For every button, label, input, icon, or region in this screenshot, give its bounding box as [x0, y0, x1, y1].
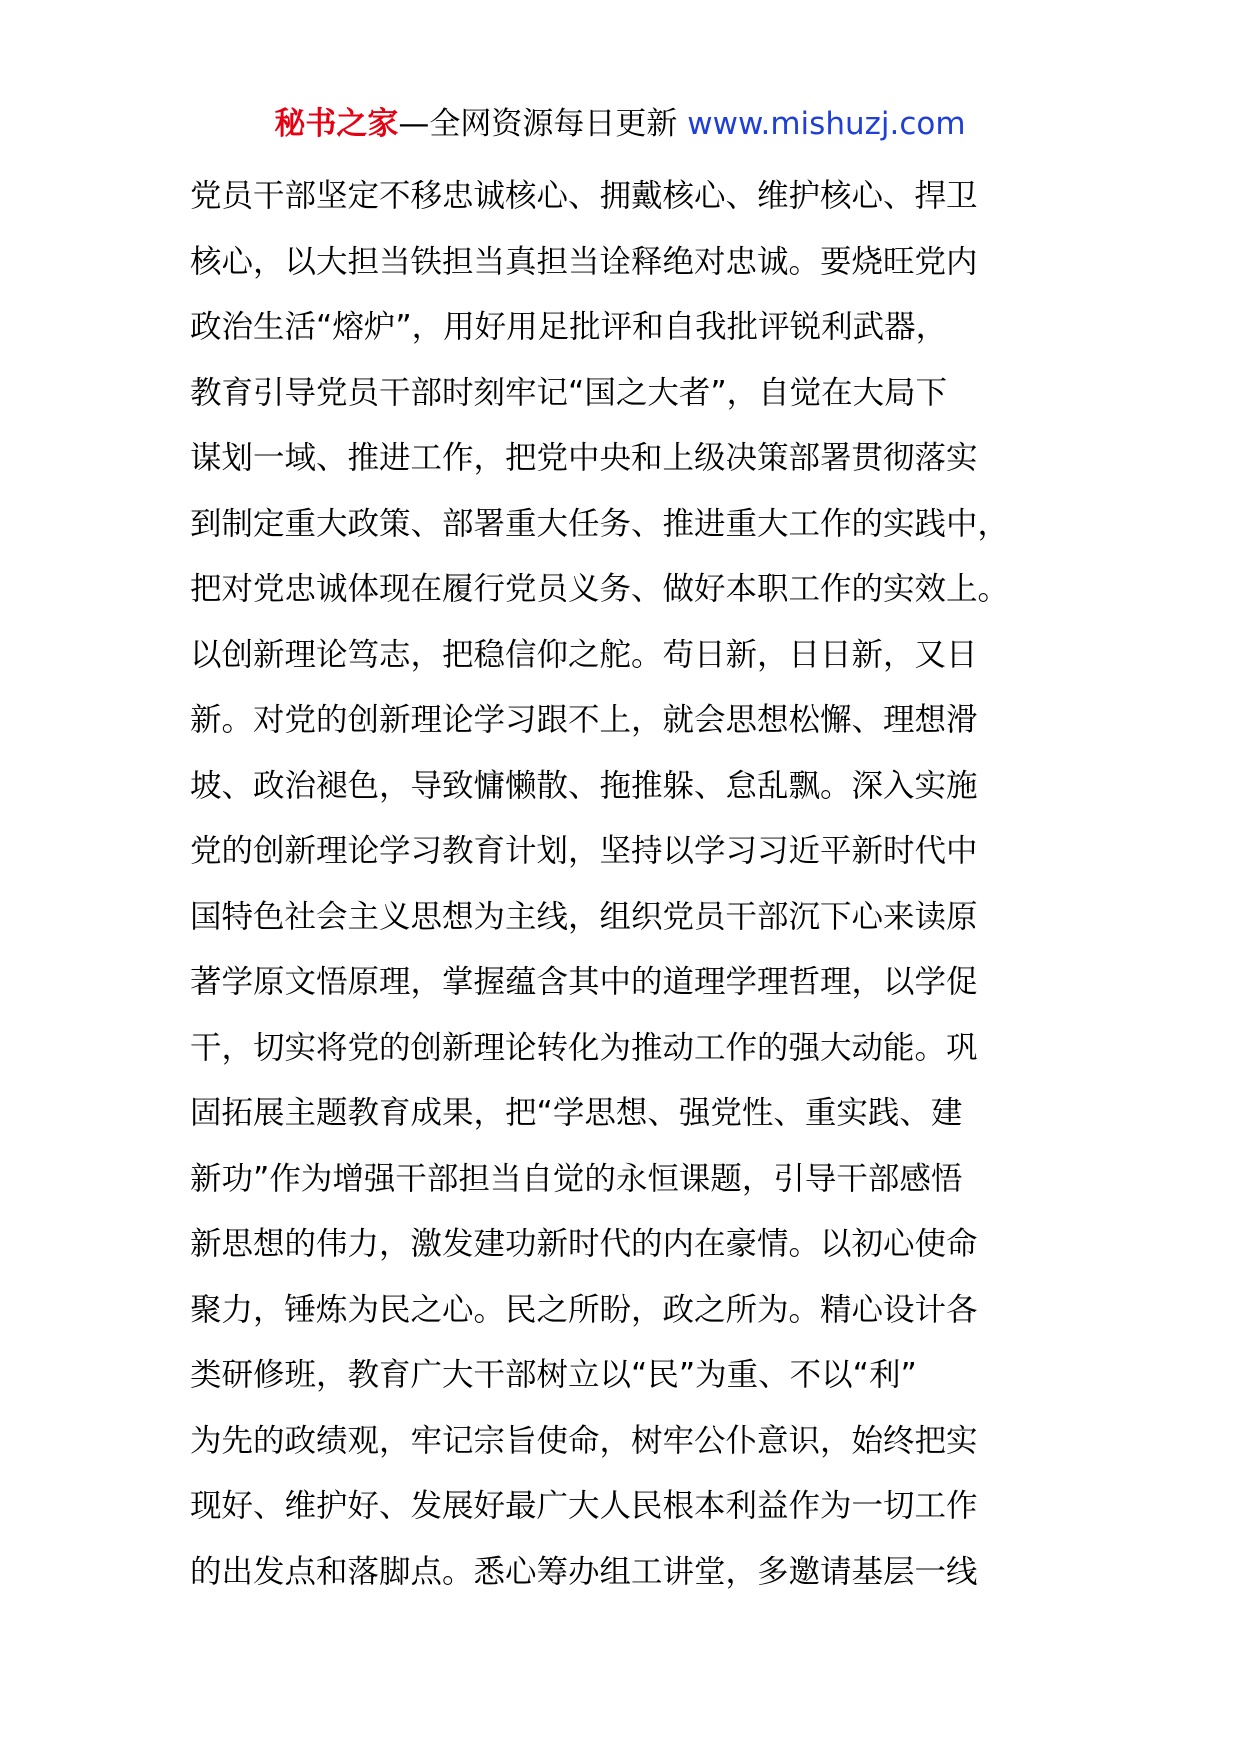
- text-line: 类研修班，教育广大干部树立以“民”为重、不以“利”: [190, 1357, 917, 1393]
- brand-name: 秘书之家: [274, 106, 399, 142]
- text-line: 新。对党的创新理论学习跟不上，就会思想松懈、理想滑: [190, 702, 978, 738]
- text-line: 新思想的伟力，激发建功新时代的内在豪情。以初心使命: [190, 1226, 978, 1262]
- text-line: 把对党忠诚体现在履行党员义务、做好本职工作的实效上。: [190, 571, 1010, 607]
- text-line: 为先的政绩观，牢记宗旨使命，树牢公仆意识，始终把实: [190, 1422, 978, 1459]
- text-line: 到制定重大政策、部署重大任务、推进重大工作的实践中，: [190, 505, 1010, 542]
- text-line: 现好、维护好、发展好最广大人民根本利益作为一切工作: [190, 1488, 978, 1524]
- text-line: 新功”作为增强干部担当自觉的永恒课题，引导干部感悟: [190, 1160, 963, 1197]
- text-line: 政治生活“熔炉”，用好用足批评和自我批评锐利武器，: [190, 309, 948, 345]
- text-line: 谋划一域、推进工作，把党中央和上级决策部署贯彻落实: [190, 440, 978, 476]
- text-line: 著学原文悟原理，掌握蕴含其中的道理学理哲理，以学促: [190, 964, 978, 1000]
- text-line: 干，切实将党的创新理论转化为推动工作的强大动能。巩: [190, 1029, 978, 1066]
- text-line: 固拓展主题教育成果，把“学思想、强党性、重实践、建: [190, 1095, 963, 1131]
- text-line: 聚力，锤炼为民之心。民之所盼，政之所为。精心设计各: [190, 1291, 978, 1328]
- text-line: 党员干部坚定不移忠诚核心、拥戴核心、维护核心、捍卫: [190, 178, 978, 214]
- site-header: [0, 102, 1240, 146]
- text-line: 国特色社会主义思想为主线，组织党员干部沉下心来读原: [190, 898, 978, 935]
- text-line: 以创新理论笃志，把稳信仰之舵。苟日新，日日新，又日: [190, 636, 978, 673]
- text-line: 核心，以大担当铁担当真担当诠释绝对忠诚。要烧旺党内: [190, 243, 978, 280]
- site-url-link[interactable]: www.mishuzj.com: [687, 106, 966, 142]
- text-line: 教育引导党员干部时刻牢记“国之大者”，自觉在大局下: [190, 374, 948, 411]
- text-line: 党的创新理论学习教育计划，坚持以学习习近平新时代中: [190, 833, 978, 869]
- text-line: 的出发点和落脚点。悉心筹办组工讲堂，多邀请基层一线: [190, 1553, 978, 1590]
- header-tagline: —全网资源每日更新: [398, 106, 688, 142]
- body-text: [190, 164, 1070, 1605]
- text-line: 坡、政治褪色，导致慵懒散、拖推躲、怠乱飘。深入实施: [190, 767, 978, 804]
